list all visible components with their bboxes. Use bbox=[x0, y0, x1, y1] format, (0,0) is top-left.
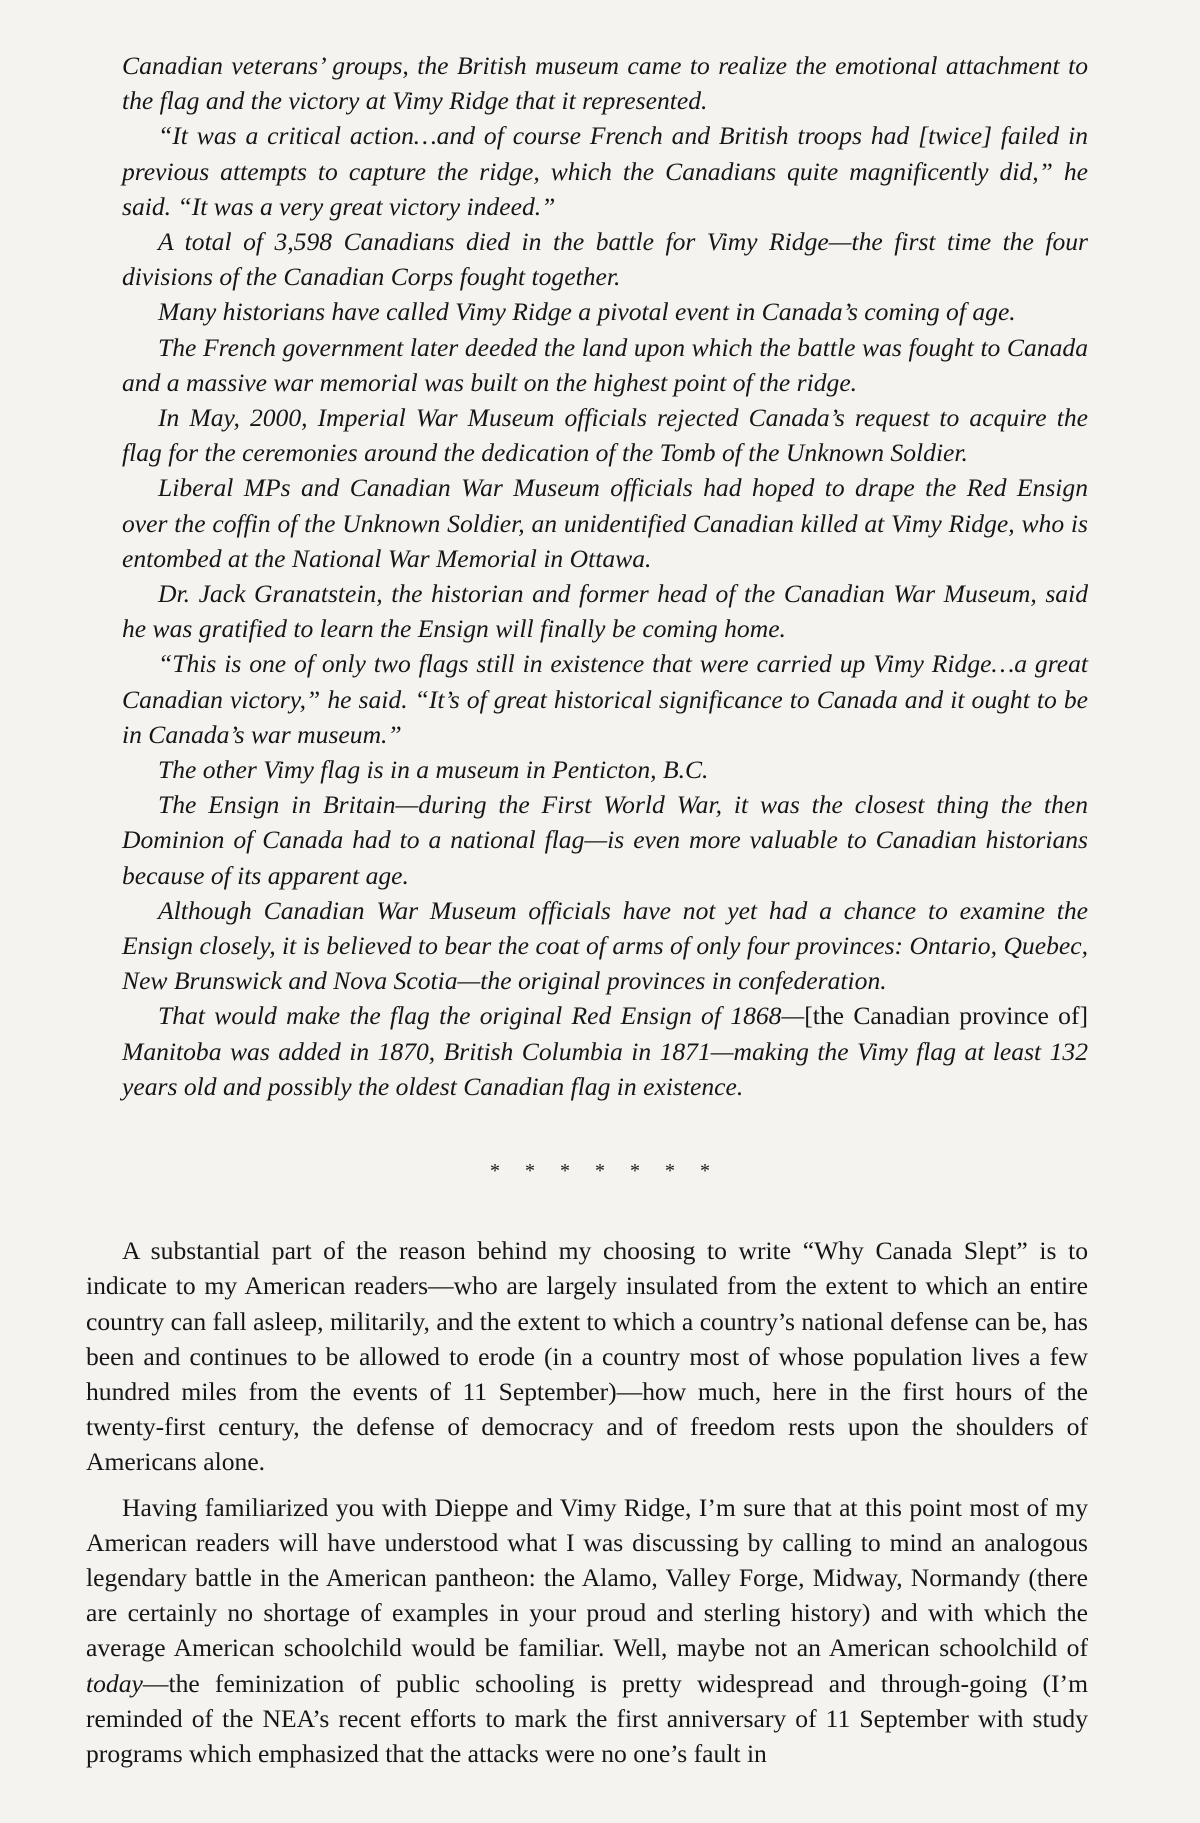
body-paragraph: A substantial part of the reason behind my choosing to write “Why Canada Slept” is to indicate to my American readers—who are largely insulated from the extent to which an entire country can fall asleep, militarily, and the extent to which a country’s national defense can be, has been and continues to be allowed to erode (in a country most of whose population lives a few hundred miles from the events of 11 September)—how much, here in the first hours of the twenty-first century, the defense of democracy and of freedom rests upon the shoulders of Americans alone. bbox=[86, 1236, 1088, 1477]
body-text bbox=[86, 1233, 1088, 1771]
quote-paragraph: Liberal MPs and Canadian War Museum officials had hoped to drape the Red Ensign over the coffin of the Unknown Soldier, an unidentified Canadian killed at Vimy Ridge, who is entombed at the National War Memorial in Ottawa. bbox=[122, 473, 1088, 573]
quote-paragraph bbox=[122, 998, 1088, 1104]
quote-paragraph: Although Canadian War Museum officials have not yet had a chance to examine the Ensign closely, it is believed to bear the coat of arms of only four provinces: Ontario, Quebec, New Brunswick and Nova Scotia—the original provinces in confederation. bbox=[122, 895, 1088, 996]
quote-paragraph: Canadian veterans’ groups, the British museum came to realize the emotional attachment to the flag and the victory at Vimy Ridge that it represented. bbox=[122, 51, 1088, 116]
quote-paragraph: A total of 3,598 Canadians died in the battle for Vimy Ridge—the first time the four divisions of the Canadian Corps fought together. bbox=[122, 227, 1088, 292]
quote-paragraph: Dr. Jack Granatstein, the historian and former head of the Canadian War Museum, said he was gratified to learn the Ensign will finally be coming home. bbox=[122, 579, 1088, 644]
section-separator: * * * * * * * bbox=[490, 1160, 720, 1183]
quote-paragraph: The other Vimy flag is in a museum in Penticton, B.C. bbox=[158, 755, 709, 785]
quote-text: That would make the flag the original Red Ensign of 1868— bbox=[158, 1001, 805, 1031]
quote-paragraph: “It was a critical action…and of course French and British troops had [twice] failed in previous attempts to capture the ridge, which the Canadians quite magnificently did,” he said. “It was a very great victory indeed.” bbox=[122, 121, 1088, 221]
emphasis-text: today bbox=[86, 1668, 143, 1698]
quote-paragraph: Many historians have called Vimy Ridge a pivotal event in Canada’s coming of age. bbox=[158, 297, 1016, 327]
quote-paragraph: The French government later deeded the land upon which the battle was fought to Canada and a massive war memorial was built on the highest point of the ridge. bbox=[122, 332, 1088, 397]
body-text-run: —the feminization of public schooling is pretty widespread and through-going (I’m reminded of the NEA’s recent efforts to mark the first anniversary of 11 September with study programs which emphasized that the attacks were no one’s fault in bbox=[86, 1668, 1088, 1768]
quote-paragraph: The Ensign in Britain—during the First World War, it was the closest thing the then Dominion of Canada had to a national flag—is even more valuable to Canadian historians because of its apparent age. bbox=[122, 790, 1088, 890]
quote-paragraph: In May, 2000, Imperial War Museum officials rejected Canada’s request to acquire the flag for the ceremonies around the dedication of the Tomb of the Unknown Soldier. bbox=[122, 403, 1088, 468]
body-text-run: Having familiarized you with Dieppe and Vimy Ridge, I’m sure that at this point most of my American readers will have understood what I was discussing by calling to mind an analogous legendary battle in the American pantheon: the Alamo, Valley Forge, Midway, Normandy (there are certainly no shortage of examples in your proud and sterling history) and with which the average American schoolchild would be familiar. Well, maybe not an American schoolchild of bbox=[86, 1492, 1088, 1663]
quote-paragraph: “This is one of only two flags still in existence that were carried up Vimy Ridge…a great Canadian victory,” he said. “It’s of great historical significance to Canada and it ought to be in Canada’s war museum.” bbox=[122, 649, 1088, 749]
editorial-insertion: [the Canadian province of] bbox=[804, 1001, 1089, 1031]
quoted-article bbox=[122, 48, 1088, 1104]
body-paragraph bbox=[86, 1490, 1088, 1772]
quote-text: Manitoba was added in 1870, British Columbia in 1871—making the Vimy flag at least 132 years old and possibly the oldest Canadian flag in existence. bbox=[122, 1036, 1088, 1101]
